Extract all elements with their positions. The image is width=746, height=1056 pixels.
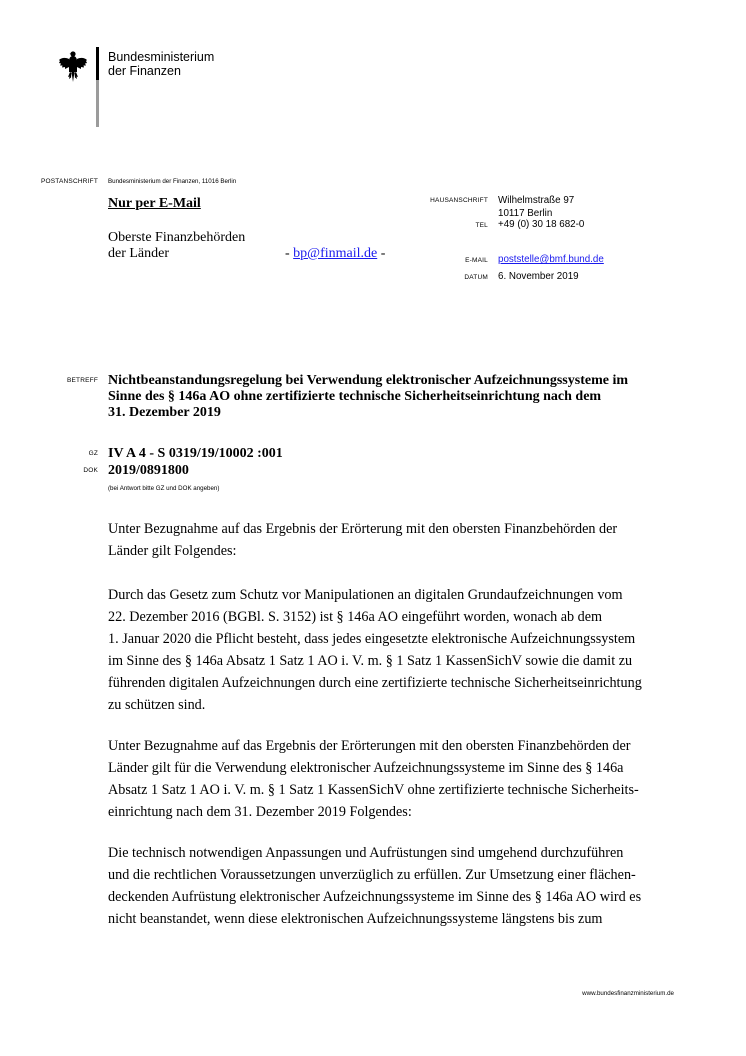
betreff-label: BETREFF bbox=[66, 377, 98, 384]
letterhead-bar-accent bbox=[96, 47, 99, 80]
text-line: führenden digitalen Aufzeichnungen durch eine zertifizierte technische Sicherheitseinrichtung bbox=[108, 675, 642, 691]
text-line: 22. Dezember 2016 (BGBl. S. 3152) ist § 146a AO eingeführt worden, wonach ab dem bbox=[108, 609, 603, 625]
subject-line2: Sinne des § 146a AO ohne zertifizierte technische Sicherheitseinrichtung nach dem bbox=[108, 389, 602, 404]
gz-label: GZ bbox=[88, 450, 98, 457]
datum-label: DATUM bbox=[464, 274, 488, 281]
paragraph-4 bbox=[108, 842, 688, 930]
footer-url: www.bundesfinanzministerium.de bbox=[582, 990, 674, 997]
contact-email bbox=[498, 254, 604, 265]
ministry-name-line2: der Finanzen bbox=[108, 64, 181, 78]
text-line: Länder gilt für die Verwendung elektronischer Aufzeichnungssysteme im Sinne des § 146a bbox=[108, 760, 624, 776]
text-line: zu schützen sind. bbox=[108, 697, 206, 713]
hausanschrift-line2: 10117 Berlin bbox=[498, 208, 553, 219]
text-line: deckenden Aufrüstung elektronischer Aufzeichnungssysteme im Sinne des § 146a AO wird es bbox=[108, 889, 642, 905]
text-line: Länder gilt Folgendes: bbox=[108, 543, 237, 559]
tel-label: TEL bbox=[475, 222, 488, 229]
gz-value: IV A 4 - S 0319/19/10002 :001 bbox=[108, 446, 283, 461]
hausanschrift-label: HAUSANSCHRIFT bbox=[430, 197, 488, 204]
recipient-email-block bbox=[285, 246, 385, 262]
subject-line1: Nichtbeanstandungsregelung bei Verwendung elektronischer Aufzeichnungssysteme im bbox=[108, 373, 628, 388]
contact-email-link[interactable]: poststelle@bmf.bund.de bbox=[498, 254, 604, 265]
recipient-line2: der Länder bbox=[108, 246, 170, 261]
datum-value: 6. November 2019 bbox=[498, 271, 579, 282]
text-line: und die rechtlichen Voraussetzungen unverzüglich zu erfüllen. Zur Umsetzung einer flächen- bbox=[108, 867, 636, 883]
subject-title bbox=[108, 373, 698, 421]
ministry-name bbox=[108, 50, 214, 78]
dok-value: 2019/0891800 bbox=[108, 463, 189, 478]
tel-value: +49 (0) 30 18 682-0 bbox=[498, 219, 585, 230]
text-line: nicht beanstandet, wenn diese elektronischen Aufzeichnungssysteme längstens bis zum bbox=[108, 911, 603, 927]
dok-label: DOK bbox=[83, 467, 98, 474]
text-line: Die technisch notwendigen Anpassungen und Aufrüstungen sind umgehend durchzuführen bbox=[108, 845, 624, 861]
paragraph-1 bbox=[108, 518, 688, 562]
text-line: Unter Bezugnahme auf das Ergebnis der Erörterung mit den obersten Finanzbehörden der bbox=[108, 521, 618, 537]
delivery-note: Nur per E-Mail bbox=[108, 196, 201, 211]
text-line: Durch das Gesetz zum Schutz vor Manipulationen an digitalen Grundaufzeichnungen vom bbox=[108, 587, 623, 603]
text-line: Unter Bezugnahme auf das Ergebnis der Erörterungen mit den obersten Finanzbehörden der bbox=[108, 738, 631, 754]
text-line: einrichtung nach dem 31. Dezember 2019 Folgendes: bbox=[108, 804, 412, 820]
postanschrift-value: Bundesministerium der Finanzen, 11016 Berlin bbox=[108, 178, 237, 185]
federal-eagle-icon bbox=[58, 50, 88, 84]
recipient-email-link[interactable]: bp@finmail.de bbox=[293, 246, 378, 261]
text-line: 1. Januar 2020 die Pflicht besteht, dass jedes eingesetzte elektronische Aufzeichnungssystem bbox=[108, 631, 636, 647]
email-suffix: - bbox=[377, 246, 386, 261]
paragraph-2 bbox=[108, 584, 688, 716]
paragraph-3 bbox=[108, 735, 688, 823]
hausanschrift-line1: Wilhelmstraße 97 bbox=[498, 195, 575, 206]
subject-line3: 31. Dezember 2019 bbox=[108, 405, 221, 420]
recipient-address bbox=[108, 230, 245, 262]
reference-hint: (bei Antwort bitte GZ und DOK angeben) bbox=[108, 485, 220, 492]
ministry-name-line1: Bundesministerium bbox=[108, 50, 215, 64]
email-label: E-MAIL bbox=[465, 257, 488, 264]
postanschrift-label: POSTANSCHRIFT bbox=[40, 178, 98, 185]
text-line: Absatz 1 Satz 1 AO i. V. m. § 1 Satz 1 KassenSichV ohne zertifizierte technische Sicherheits- bbox=[108, 782, 639, 798]
text-line: im Sinne des § 146a Absatz 1 Satz 1 AO i. V. m. § 1 Satz 1 KassenSichV sowie die damit zu bbox=[108, 653, 633, 669]
recipient-line1: Oberste Finanzbehörden bbox=[108, 230, 246, 245]
email-prefix: - bbox=[285, 246, 294, 261]
